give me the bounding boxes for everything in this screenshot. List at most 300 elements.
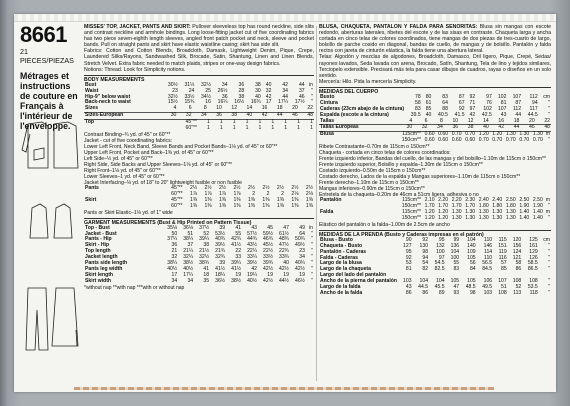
table-cell: 42¾ — [231, 236, 242, 243]
table-cell: 93 — [453, 289, 460, 296]
table-cell: 1 — [310, 125, 313, 132]
table-cell: 40 — [238, 113, 253, 120]
table-cell: 45.5 — [434, 284, 445, 291]
table-cell: 88 — [442, 105, 448, 112]
table-cell: Pants leg width — [85, 265, 123, 272]
table-cell: 39 — [219, 224, 226, 231]
english-desc-text: Pullover sleeveless top has round neckline, side slits and contrast neckline and armhole bindings. Long loose-fitting jacket cut of five coordinating fabrics has two piece seven-eighth length sleeves, angled front patch pocket and neck, sleeve and pocket bands. Pull on straight pants and skirt have elastic waistline casing; skirt has side slit. — [84, 24, 314, 49]
envelope-top-band — [14, 14, 556, 22]
table-cell: 42½ — [279, 265, 289, 272]
table-cell: 53.5 — [527, 284, 538, 291]
table-cell: 1 — [232, 119, 236, 126]
table-cell: 46½ — [294, 277, 305, 284]
english-title: MISSES' TOP, JACKET, PANTS AND SKIRT: — [84, 24, 191, 30]
table-cell: 56.5 — [482, 260, 493, 267]
table-cell: 115cm** — [402, 209, 422, 215]
table-cell: Top - Bust — [85, 224, 110, 231]
skirt-drawing — [52, 288, 78, 346]
table-cell: " — [311, 99, 313, 106]
table-cell: 1.30 — [505, 209, 516, 215]
table-cell: 0.70 — [451, 131, 462, 138]
table-cell: 23 — [299, 248, 305, 255]
table-cell: 17½ — [294, 99, 305, 106]
yardage-line: Contrast Binding–¾ yd. of 45" or 60"** — [84, 132, 171, 138]
table-cell: 112 — [512, 105, 522, 112]
table-cell: 47½ — [279, 242, 289, 249]
table-cell: " — [311, 236, 313, 243]
table-cell: 0.60 — [438, 137, 449, 144]
table-cell: 60"** — [171, 202, 183, 209]
table-cell: 41 — [235, 224, 242, 231]
table-cell: 1.70 — [424, 203, 435, 210]
table-cell: 105 — [450, 278, 460, 285]
table-cell: 0.60 — [424, 131, 435, 138]
table-cell: 17 — [171, 271, 178, 278]
table-cell: 129 — [529, 248, 538, 255]
table-cell: 104 — [436, 278, 445, 285]
table-cell: 1⅜ — [233, 202, 241, 209]
table-cell: 2.20 — [451, 197, 462, 204]
table-cell: 19¼ — [247, 271, 257, 278]
table-cell: 48¾ — [279, 236, 289, 243]
table-cell: Chaqueta - Busto — [320, 242, 363, 249]
table-cell: 94 — [531, 99, 538, 106]
table-cell: 47 — [453, 284, 460, 291]
table-cell: 113 — [513, 289, 522, 296]
yardage-line: Left Side–½ yd. of 45" or 60"** — [84, 156, 153, 162]
table-cell: 37 — [298, 87, 305, 94]
english-garment-table — [84, 226, 314, 285]
yardage-line: Ribete Contrastante–0.70m de 115cm o 150cm** — [319, 144, 430, 151]
table-cell: 2.20 — [438, 197, 449, 204]
table-cell: 22½ — [263, 248, 273, 255]
table-cell: Caderas (23cm abajo de la cintura) — [320, 105, 405, 112]
table-cell: 40 — [255, 93, 261, 100]
table-cell: 124 — [512, 248, 522, 255]
table-cell: 0.70 — [532, 137, 543, 144]
table-cell: 161 — [529, 242, 538, 249]
table-cell: " — [311, 277, 313, 284]
table-cell: 94 — [422, 254, 429, 261]
table-cell: 1 — [245, 125, 249, 132]
table-cell: 102 — [497, 93, 507, 100]
table-cell: 1.80 — [478, 203, 489, 210]
english-footnote: *without nap **with nap ***with or without nap — [84, 284, 185, 291]
table-cell: 1⅜ — [262, 202, 270, 209]
table-cell: 46 — [520, 125, 535, 132]
table-cell: 1.70 — [438, 203, 449, 210]
table-cell: 38½ — [231, 277, 242, 284]
table-cell: 12 — [223, 106, 238, 112]
table-cell: 36 — [221, 93, 228, 100]
table-cell: " — [548, 203, 550, 210]
table-cell: 35⅛ — [167, 224, 178, 231]
table-cell: 2.40 — [492, 197, 503, 204]
table-cell: " — [548, 289, 550, 296]
table-cell: " — [311, 230, 313, 237]
table-cell: 36⅛ — [183, 224, 194, 231]
table-cell: 1.90 — [519, 203, 530, 210]
table-cell: 98 — [469, 289, 476, 296]
table-cell: 109 — [467, 248, 476, 255]
table-cell: 42 — [490, 125, 505, 132]
pattern-envelope-back — [14, 14, 556, 392]
table-cell: Cintura — [320, 99, 338, 106]
table-cell: 89 — [438, 289, 445, 296]
table-cell: cm — [543, 93, 550, 100]
table-cell: " — [548, 284, 550, 291]
table-cell: 150cm** — [401, 203, 422, 210]
table-cell: 1.30 — [519, 131, 530, 138]
table-cell: 20 — [520, 119, 535, 125]
table-cell: cm — [543, 236, 550, 243]
size-row — [319, 125, 551, 132]
table-cell: 83 — [415, 105, 421, 112]
english-body-measurements-heading: BODY MEASUREMENTS — [84, 75, 314, 83]
table-cell: 6 — [413, 119, 428, 125]
table-cell: 1 — [245, 119, 249, 126]
table-cell: 2½ — [204, 185, 212, 191]
table-cell: 58 — [415, 99, 421, 106]
english-body-table — [84, 83, 314, 107]
table-cell: 0.60 — [465, 137, 476, 144]
table-cell: 40 — [474, 125, 489, 132]
table-cell: 45"** — [171, 196, 183, 203]
table-cell: 1⅜ — [247, 202, 256, 209]
table-cell: 36½ — [215, 277, 226, 284]
table-cell: " — [311, 254, 313, 261]
table-cell: 84 — [469, 266, 476, 273]
table-cell: " — [548, 266, 550, 273]
table-cell: " — [311, 271, 313, 278]
table-cell: 36 — [208, 113, 223, 120]
table-cell: 1⅜ — [291, 202, 299, 209]
table-cell: 44½ — [279, 277, 289, 284]
table-cell: 110 — [484, 236, 493, 243]
table-cell: 51 — [501, 284, 507, 291]
table-cell: 23 — [172, 87, 178, 94]
table-cell: 18¼ — [215, 271, 226, 278]
table-cell: 17¼ — [278, 99, 289, 106]
table-cell: Top length — [85, 248, 111, 255]
table-cell: 45 — [267, 224, 273, 231]
table-cell: 53 — [405, 260, 412, 267]
table-cell: 151 — [498, 242, 507, 249]
table-cell: in — [309, 81, 313, 88]
table-cell: 2.50 — [519, 197, 530, 204]
table-cell: 45"** — [171, 185, 183, 191]
table-cell: 2½ — [233, 185, 241, 191]
table-cell: Waist — [85, 87, 99, 94]
top-front-drawing — [30, 204, 48, 238]
table-cell: 1.20 — [438, 214, 449, 221]
yardage-line: Right Front–1⅛ yd. of 45" or 60"** — [84, 168, 161, 174]
table-cell: 2½ — [291, 185, 299, 191]
table-cell: 56 — [469, 260, 476, 267]
table-cell: 1.80 — [492, 203, 503, 210]
table-cell: 55 — [453, 260, 460, 267]
table-cell: 92 — [469, 93, 476, 100]
yardage-line: Jacket - cut of five coordinating fabrics: — [84, 138, 173, 144]
table-cell: 127 — [403, 242, 412, 249]
table-cell: 39 — [219, 260, 226, 267]
table-cell: 1.70 — [451, 203, 462, 210]
table-cell: 22¾ — [279, 248, 289, 255]
table-cell: Largo del lado del pantalón — [320, 272, 387, 279]
table-cell: 43½ — [247, 242, 257, 249]
table-cell: Jacket - Bust — [85, 230, 117, 237]
table-cell: 41½ — [231, 265, 242, 272]
table-cell: 105 — [467, 254, 476, 261]
table-cell: 1.30 — [478, 214, 489, 221]
table-cell: 58 — [515, 260, 522, 267]
table-cell: 50 — [171, 230, 178, 237]
table-cell: 32 — [265, 87, 272, 94]
table-cell: 34 — [429, 125, 444, 132]
pants-drawing — [26, 288, 48, 350]
table-cell: 46¾ — [263, 236, 273, 243]
table-cell: 87 — [458, 93, 465, 100]
table-cell: 15¾ — [184, 99, 195, 106]
table-cell: 1.30 — [532, 131, 543, 138]
jacket-sleeve-drawing — [22, 124, 30, 152]
table-cell: m — [545, 131, 550, 138]
table-cell: 30 — [162, 113, 177, 120]
spanish-top-yardage — [319, 132, 551, 144]
table-cell: 97 — [486, 93, 492, 100]
table-cell: 115 — [498, 236, 507, 243]
table-cell: 107 — [497, 105, 507, 112]
table-cell: 37¼ — [167, 236, 178, 243]
english-notions: Notions: Thread. Look for Simplicity notions. — [84, 66, 186, 73]
table-cell: 36 — [171, 242, 178, 249]
table-cell: 39¼ — [199, 236, 210, 243]
table-cell: 146 — [483, 242, 493, 249]
table-cell: 1.30 — [492, 209, 503, 215]
table-cell: 82 — [422, 266, 429, 273]
table-cell: 42 — [265, 93, 272, 100]
table-cell: m — [545, 197, 550, 204]
spanish-title: BLUSA, CHAQUETA, PANTALÓN Y FALDA PARA SEÑORITAS: — [319, 24, 478, 30]
table-cell: " — [548, 137, 550, 144]
table-cell: 32½ — [167, 93, 178, 100]
table-cell: 40 — [265, 81, 272, 88]
table-cell: 108 — [498, 289, 507, 296]
table-cell: Largo de la chaqueta — [320, 266, 371, 273]
table-cell: 18 — [203, 271, 210, 278]
table-cell: 55 — [235, 230, 242, 237]
table-cell: 34 — [193, 113, 208, 120]
table-cell: 22¼ — [247, 248, 257, 255]
english-sizes-table — [84, 106, 314, 120]
table-cell: " — [311, 87, 313, 94]
table-cell: Espalda (escote a la cintura) — [320, 111, 389, 118]
table-cell: 30½ — [167, 81, 178, 88]
table-cell: 21 — [171, 248, 178, 255]
yardage-line: Frente derecho–1.10m de 115cm o 150cm** — [319, 180, 419, 187]
english-section — [84, 24, 314, 386]
table-cell: 132 — [436, 242, 445, 249]
spanish-desc-text: Blusa sin mangas con escote redondo, aberturas laterales, ribetes del escote y de las sisas en contraste. Chaqueta larga y ancha cortada en cinco telas de colores coordinados, tiene mangas de dos piezas de tres-cuarto de largo, bolsillo de parche cosido en diagonal, bandas de cuello, de mangas y de bolsillo. Pantalón y falda rectos con jareta de cinturón elástica, la falda tiene una abertura lateral. — [319, 24, 551, 55]
table-cell: 1⅜ — [276, 202, 284, 209]
table-cell: 54 — [422, 260, 429, 267]
table-cell: 52 — [515, 284, 522, 291]
table-cell: 44 — [268, 113, 283, 120]
yardage-line: Frente izquierdo superior, Bolsillo y espalda–1.30m de 115cm o 150cm** — [319, 162, 483, 169]
printed-color-bar — [74, 387, 494, 390]
table-cell: 57 — [501, 260, 507, 267]
table-cell: 19 — [235, 271, 242, 278]
table-cell: 2 — [252, 190, 256, 197]
table-cell: 41½ — [215, 265, 226, 272]
table-cell: 42 — [469, 111, 476, 118]
table-cell: 1⅜ — [276, 196, 284, 203]
table-cell: 32 — [177, 113, 192, 120]
table-cell: 71 — [469, 99, 476, 106]
table-cell: 10 — [444, 119, 459, 125]
english-fabrics: Fabrics: Cotton and Cotton Blends, Broadcloth, Damask, Lightweight Denim, Pique, Crepe, Laundered Silks/Rayons, Sandwashed Silk, Brocade, Satin, Shantung, Linen and Linen Blends, Stretch Velvet. Extra fabric needed to match plaids, stripes or one-way design fabrics. — [84, 48, 314, 67]
table-cell: " — [548, 105, 550, 112]
table-cell: 49 — [299, 224, 305, 231]
table-cell: 1.40 — [532, 209, 543, 215]
table-cell: " — [548, 278, 550, 285]
table-cell: 34 — [187, 277, 194, 284]
table-cell: 15½ — [167, 99, 178, 106]
table-cell: 50¾ — [294, 236, 305, 243]
table-cell: 30 — [398, 125, 413, 132]
table-cell: 6 — [177, 106, 192, 112]
french-instructions-note: Métrages et instructions de couture en Français à l'intérieur de l'enveloppe. — [20, 71, 78, 131]
table-cell: 19 — [267, 271, 273, 278]
table-cell: 1⅜ — [247, 196, 256, 203]
jacket-back-drawing — [54, 122, 78, 168]
table-cell: 1.40 — [532, 214, 543, 221]
table-cell: 51 — [187, 230, 194, 237]
spanish-pants-yardage — [319, 198, 551, 210]
table-cell: 1.30 — [451, 214, 462, 221]
table-cell: 46 — [284, 113, 299, 120]
table-cell: 92 — [422, 236, 429, 243]
table-cell: 33½ — [184, 93, 195, 100]
table-cell: " — [548, 214, 550, 221]
table-cell: 104 — [419, 278, 429, 285]
table-cell: 67 — [458, 99, 465, 106]
table-cell: 38 — [238, 93, 245, 100]
table-cell: 39½ — [247, 260, 257, 267]
table-cell: 40 — [283, 260, 289, 267]
table-cell: 22 — [299, 106, 314, 112]
table-cell: Pants - Hip — [85, 236, 112, 243]
table-cell: 54.5 — [434, 260, 445, 267]
pattern-number: 8661 — [20, 22, 67, 47]
table-cell: 2½ — [218, 185, 227, 191]
table-cell: 76 — [486, 99, 492, 106]
table-cell: 1 — [219, 119, 223, 126]
yardage-line: Chaqueta - cortada en cinco telas de colores coordinados: — [319, 150, 451, 157]
table-cell: 81 — [500, 99, 507, 106]
table-cell: Jacket length — [85, 254, 118, 261]
table-cell: 53½ — [215, 230, 226, 237]
table-cell: 2.40 — [478, 197, 489, 204]
table-cell: 40½ — [183, 265, 194, 272]
yardage-line: Upper Left Front, Pocket and Back–1⅜ yd. of 45" or 60"** — [84, 150, 214, 156]
table-cell: 59½ — [263, 230, 273, 237]
table-cell: 120 — [512, 236, 522, 243]
table-cell: 8 — [429, 119, 444, 125]
table-cell: 1 — [310, 119, 313, 126]
table-cell: 36 — [444, 125, 459, 132]
table-cell: 2½ — [276, 185, 284, 191]
yardage-line: Costado derecho, Lados de la espalda y Mangas superiores–1.10m de 115cm o 150cm** — [319, 174, 521, 181]
table-cell: 105 — [467, 278, 476, 285]
table-cell: 33¾ — [279, 254, 289, 261]
table-cell: 2.10 — [424, 197, 435, 204]
table-cell: Largo de la falda — [320, 284, 361, 291]
table-cell: 16¼ — [217, 99, 228, 106]
table-cell: 1.80 — [505, 203, 516, 210]
table-cell: 34 — [171, 277, 178, 284]
table-cell: 1.30 — [451, 209, 462, 215]
table-cell: Pantalón - Caderas — [320, 248, 367, 255]
table-cell: 2⅛ — [291, 190, 299, 197]
table-cell: 108 — [512, 278, 522, 285]
table-cell: 39.5 — [410, 111, 421, 118]
table-cell: 42.5 — [481, 111, 492, 118]
table-cell: Bust — [85, 81, 97, 88]
table-cell: 0.70 — [505, 137, 516, 144]
table-cell: 44 — [298, 81, 305, 88]
table-cell: 85 — [425, 105, 432, 112]
size-row — [84, 113, 314, 120]
yardage-line: Costado izquierdo–0.50m de 115cm o 150cm** — [319, 168, 426, 175]
table-cell: 60"** — [185, 125, 197, 132]
table-cell: 1.30 — [505, 214, 516, 221]
yardage-line: Jacket Interfacing–⅛ yd. of 18" to 20" lightweight fusible or non fusible — [84, 180, 242, 186]
table-cell: 38 — [459, 125, 474, 132]
table-cell: 41½ — [231, 242, 242, 249]
table-cell: 86 — [405, 289, 412, 296]
table-cell: 104 — [450, 248, 460, 255]
table-cell: 115cm** — [402, 197, 422, 204]
table-cell: 20 — [284, 106, 299, 112]
row-label: Sizes — [84, 106, 162, 112]
table-cell: Skirt width — [85, 277, 112, 284]
table-cell: 2½ — [190, 185, 198, 191]
table-cell: 37½ — [199, 224, 210, 231]
table-cell: 44 — [515, 111, 522, 118]
table-cell: 1.40 — [519, 214, 530, 221]
table-cell: 92 — [405, 254, 412, 261]
spanish-sizes-table — [319, 119, 551, 133]
table-cell: 41 — [203, 265, 210, 272]
table-cell: 34 — [282, 87, 289, 94]
table-cell: 1 — [219, 125, 223, 132]
table-cell: 1 — [284, 125, 288, 132]
table-cell: 1⅜ — [305, 196, 313, 203]
table-cell: 107 — [512, 93, 522, 100]
table-cell: 2⅛ — [305, 190, 313, 197]
table-cell: 4 — [162, 106, 177, 112]
table-cell: 107 — [498, 278, 507, 285]
table-cell: 87 — [515, 99, 522, 106]
column-divider — [316, 26, 317, 381]
table-cell: 40¼ — [294, 260, 305, 267]
table-cell: 0.70 — [492, 137, 503, 144]
table-cell: 1 — [232, 125, 236, 132]
spanish-yardage-lines — [319, 144, 551, 198]
table-cell: 140 — [467, 242, 476, 249]
table-cell: 44 — [505, 125, 520, 132]
